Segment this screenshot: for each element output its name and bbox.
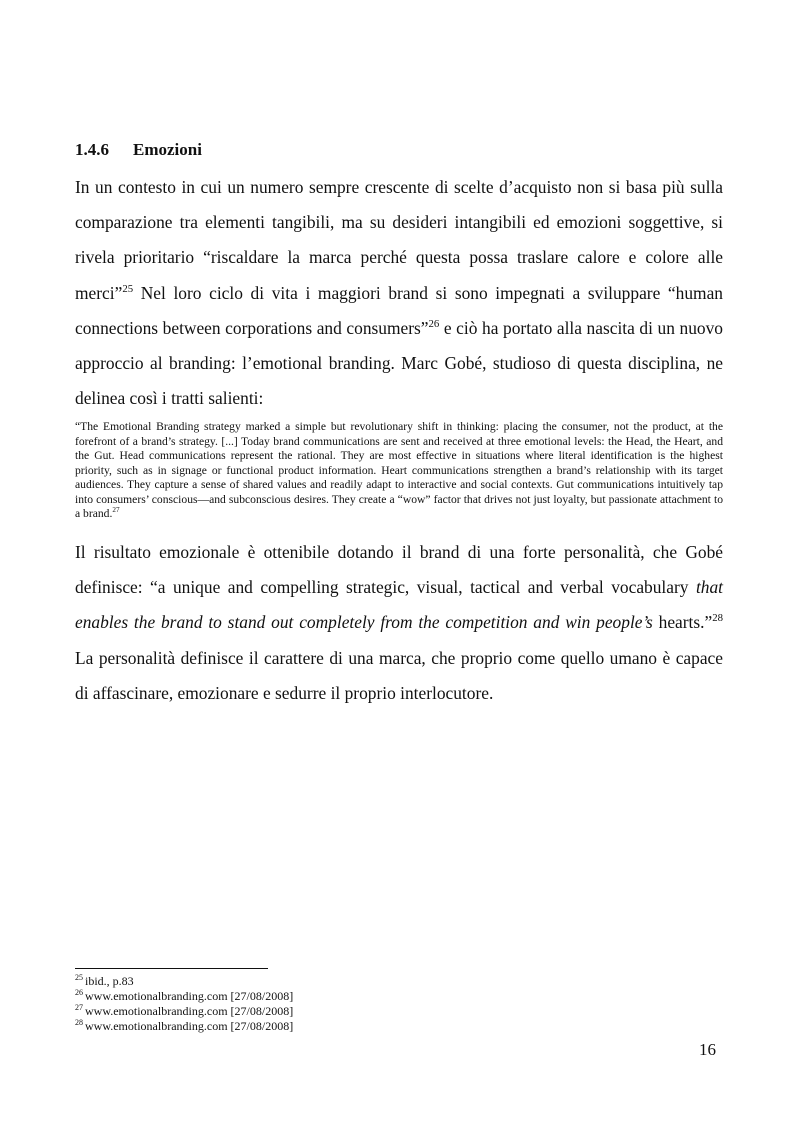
paragraph-2-text-a: Il risultato emozionale è ottenibile dotando il brand di una forte personalità, che Gobé definisce: “a unique and compelling strategic, visual, tactical and verbal vocabulary	[75, 542, 723, 598]
footnote-number: 27	[75, 1003, 83, 1012]
footnote-item	[75, 1019, 475, 1034]
footnote-text: ibid., p.83	[85, 974, 134, 988]
footnote-text[interactable]: www.emotionalbranding.com [27/08/2008]	[85, 1004, 294, 1018]
paragraph-2-text-c: La personalità definisce il carattere di una marca, che proprio come quello umano è capace di affascinare, emozionare e sedurre il proprio interlocutore.	[75, 647, 723, 703]
footnote-ref-25[interactable]: 25	[122, 282, 134, 295]
section-number: 1.4.6	[75, 140, 109, 159]
section-title: Emozioni	[133, 140, 202, 159]
footnote-ref-28[interactable]: 28	[712, 612, 723, 625]
footnote-text[interactable]: www.emotionalbranding.com [27/08/2008]	[85, 989, 294, 1003]
block-quote-text: “The Emotional Branding strategy marked a simple but revolutionary shift in thinking: placing the consumer, not the product, at the forefront of a brand’s strategy. [...] Today brand communications are sent and received at three emotional levels: the Head, the Heart, and the Gut. Head communications represent the rational. They are most effective in situations where literal identification is the highest priority, such as in signage or functional product information. Heart communications strengthen a brand’s relationship with its target audiences. They capture a sense of shared values and readily adapt to interactive and social contexts. Gut communications intuitively tap into consumers’ conscious—and subconscious desires. They create a “wow” factor that drives not just loyalty, but passionate attachment to a brand.	[75, 420, 723, 520]
paragraph-2-text-b: hearts.”	[652, 612, 713, 633]
footnote-ref-26[interactable]: 26	[428, 318, 440, 331]
footnote-item	[75, 989, 475, 1004]
paragraph-1	[75, 170, 723, 416]
footnote-ref-27[interactable]: 27	[112, 506, 120, 515]
footnote-text[interactable]: www.emotionalbranding.com [27/08/2008]	[85, 1019, 294, 1033]
paragraph-1-text-b: Nel loro ciclo di vita i maggiori brand si sono impegnati a sviluppare “human connections between corporations and consumers”	[75, 282, 723, 338]
footnote-number: 28	[75, 1018, 83, 1027]
paragraph-2	[75, 535, 723, 711]
paragraph-1-text-c: e ciò ha portato alla nascita di un nuovo approccio al branding: l’emotional branding. Marc Gobé, studioso di questa disciplina, ne delinea così i tratti salienti:	[75, 317, 723, 409]
section-heading	[75, 140, 202, 160]
paragraph-1-text-a: In un contesto in cui un numero sempre crescente di scelte d’acquisto non si basa più sulla comparazione tra elementi tangibili, ma su desideri intangibili ed emozioni soggettive, si rivela prioritario “riscaldare la marca perché questa possa traslare calore e colore alle merci”	[75, 177, 723, 303]
page-number: 16	[699, 1040, 716, 1059]
footnote-item	[75, 974, 475, 989]
footnotes	[75, 974, 475, 1034]
footnote-item	[75, 1004, 475, 1019]
footnote-divider	[75, 968, 268, 969]
block-quote	[75, 420, 723, 522]
paragraph-2-italic-text: that enables the brand to stand out completely from the competition and win people’s	[75, 577, 723, 633]
footnote-number: 26	[75, 988, 83, 997]
footnote-number: 25	[75, 973, 83, 982]
